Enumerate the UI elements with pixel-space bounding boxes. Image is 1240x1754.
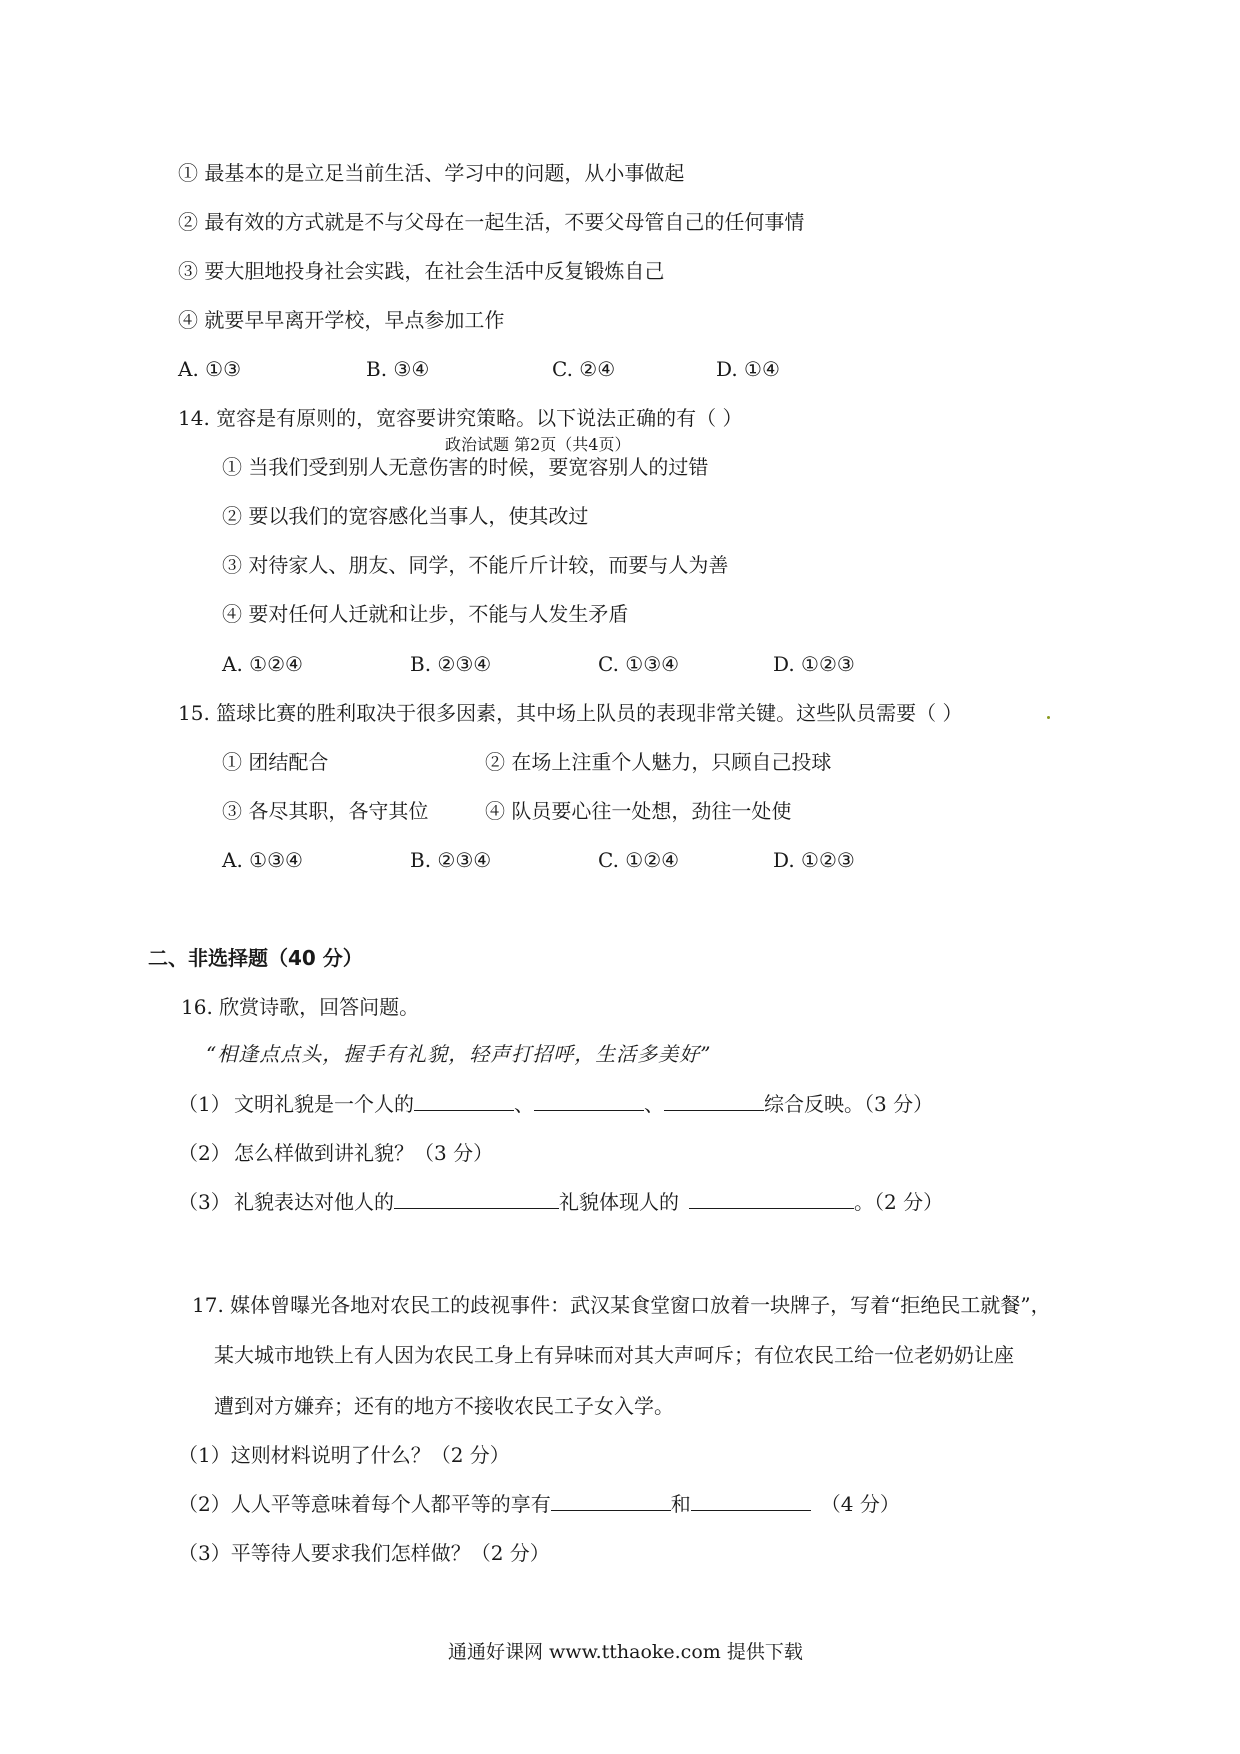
q15-item-1: ① 团结配合 [222, 750, 329, 774]
q13-item-1: ① 最基本的是立足当前生活、学习中的问题，从小事做起 [178, 161, 685, 185]
green-speck [1047, 716, 1050, 719]
q17-stem-line-1: 17. 媒体曾曝光各地对农民工的歧视事件：武汉某食堂窗口放着一块牌子，写着“拒绝民工就餐”， [192, 1293, 1051, 1317]
q16-sub1-sep-2: 、 [644, 1092, 664, 1116]
q15-option-d: D. ①②③ [773, 848, 855, 872]
q16-sub1-blank-1[interactable] [414, 1092, 514, 1111]
q17-sub2-tail: （4 分） [820, 1492, 900, 1516]
q16-sub2 [178, 1141, 493, 1165]
q16-sub1-blank-2[interactable] [534, 1092, 644, 1111]
q16-sub1-text: 文明礼貌是一个人的 [234, 1092, 414, 1116]
q17-sub2-mid: 和 [670, 1492, 691, 1516]
q15-option-c: C. ①②④ [598, 848, 680, 872]
q13-item-2: ② 最有效的方式就是不与父母在一起生活，不要父母管自己的任何事情 [178, 210, 805, 234]
q16-sub3-number: （3） [178, 1190, 231, 1214]
section-2-title: 二、非选择题（40 分） [148, 946, 363, 970]
q14-option-c: C. ①③④ [598, 652, 680, 676]
q16-sub2-number: （2） [178, 1141, 231, 1165]
q14-item-3: ③ 对待家人、朋友、同学，不能斤斤计较，而要与人为善 [222, 553, 729, 577]
q16-sub3-tail: 。（2 分） [854, 1190, 944, 1214]
q15-stem: 15. 篮球比赛的胜利取决于很多因素，其中场上队员的表现非常关键。这些队员需要（ ） [178, 701, 963, 725]
q16-sub1-number: （1） [178, 1092, 231, 1116]
q17-sub1: （1）这则材料说明了什么？（2 分） [178, 1443, 510, 1467]
q14-stem: 14. 宽容是有原则的，宽容要讲究策略。以下说法正确的有（ ） [178, 406, 743, 430]
q17-sub3: （3）平等待人要求我们怎样做？（2 分） [178, 1541, 550, 1565]
q16-sub1-blank-3[interactable] [664, 1092, 764, 1111]
q16-sub1-tail: 综合反映。（3 分） [764, 1092, 934, 1116]
q14-option-a: A. ①②④ [222, 652, 303, 676]
q16-sub3-blank-1[interactable] [394, 1190, 559, 1209]
q16-sub3 [178, 1190, 943, 1214]
q16-sub3-blank-2[interactable] [689, 1190, 854, 1209]
q14-item-2: ② 要以我们的宽容感化当事人，使其改过 [222, 504, 589, 528]
q16-sub3-text: 礼貌表达对他人的 [234, 1190, 394, 1214]
q17-sub2-text: （2）人人平等意味着每个人都平等的享有 [178, 1492, 551, 1516]
q17-stem-line-3: 遭到对方嫌弃；还有的地方不接收农民工子女入学。 [214, 1394, 674, 1418]
q13-option-b: B. ③④ [366, 357, 430, 381]
q13-item-3: ③ 要大胆地投身社会实践，在社会生活中反复锻炼自己 [178, 259, 665, 283]
q16-sub1 [178, 1092, 933, 1116]
q14-item-4: ④ 要对任何人迁就和让步，不能与人发生矛盾 [222, 602, 629, 626]
q14-item-1: ① 当我们受到别人无意伤害的时候，要宽容别人的过错 [222, 455, 709, 479]
page-header: 政治试题 第2页（共4页） [445, 435, 631, 454]
q16-stem: 16. 欣赏诗歌，回答问题。 [181, 995, 420, 1019]
q16-sub2-text: 怎么样做到讲礼貌？（3 分） [234, 1141, 494, 1165]
q17-sub2 [178, 1492, 900, 1516]
q17-stem-line-2: 某大城市地铁上有人因为农民工身上有异味而对其大声呵斥；有位农民工给一位老奶奶让座 [214, 1343, 1014, 1367]
q15-option-a: A. ①③④ [222, 848, 303, 872]
q13-item-4: ④ 就要早早离开学校，早点参加工作 [178, 308, 505, 332]
q16-poem: “相逢点点头，握手有礼貌，轻声打招呼，生活多美好” [206, 1042, 712, 1066]
q14-option-d: D. ①②③ [773, 652, 855, 676]
q15-option-b: B. ②③④ [410, 848, 492, 872]
q13-option-d: D. ①④ [716, 357, 780, 381]
q16-sub3-mid: 礼貌体现人的 [559, 1190, 679, 1214]
q13-option-c: C. ②④ [552, 357, 616, 381]
q17-sub2-blank-2[interactable] [691, 1492, 811, 1511]
q13-option-a: A. ①③ [178, 357, 242, 381]
q15-item-2: ② 在场上注重个人魅力，只顾自己投球 [485, 750, 832, 774]
footer-watermark: 通通好课网 www.tthaoke.com 提供下载 [448, 1641, 803, 1663]
q15-item-4: ④ 队员要心往一处想，劲往一处使 [485, 799, 792, 823]
q15-item-3: ③ 各尽其职，各守其位 [222, 799, 429, 823]
q17-sub2-blank-1[interactable] [551, 1492, 671, 1511]
q14-option-b: B. ②③④ [410, 652, 492, 676]
q16-sub1-sep-1: 、 [514, 1092, 534, 1116]
